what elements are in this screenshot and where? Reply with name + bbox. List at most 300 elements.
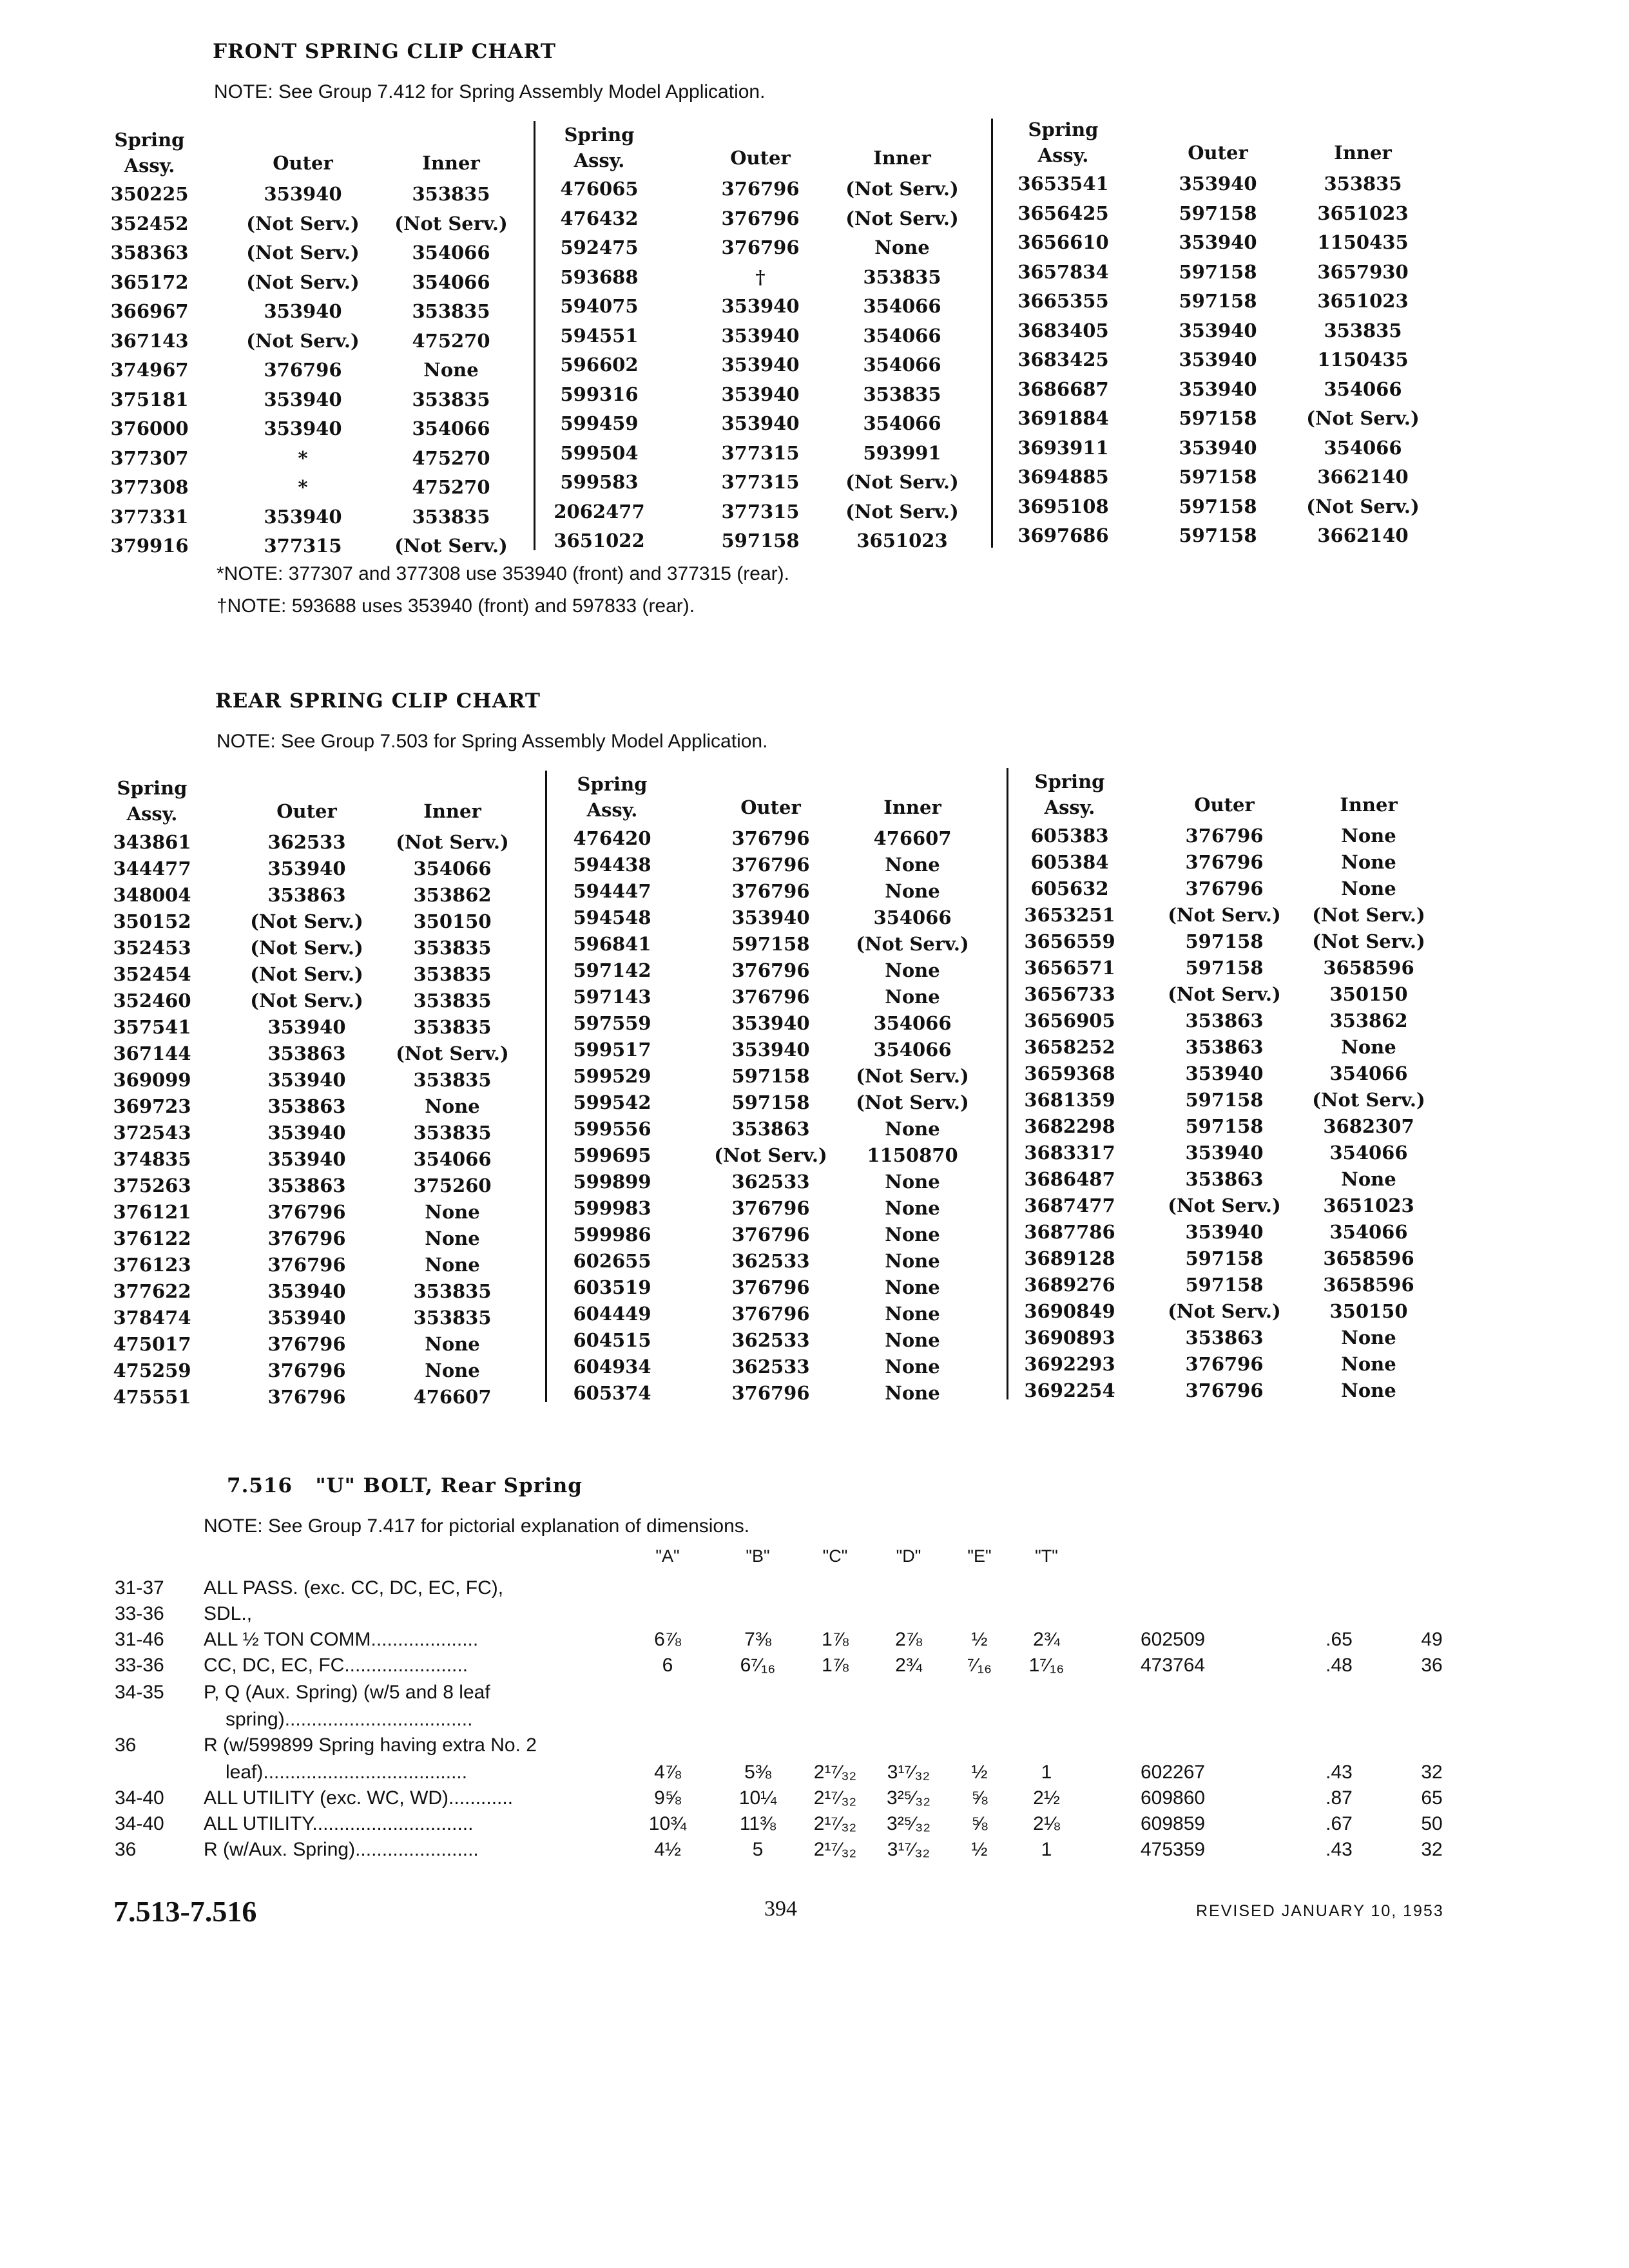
- spring-assy-number: 365172: [110, 271, 189, 293]
- inner-clip-number: None: [425, 1333, 480, 1355]
- spring-assy-number: 476065: [560, 178, 639, 200]
- dimension-value: ⅝: [971, 1787, 988, 1809]
- inner-clip-number: None: [1341, 1327, 1396, 1349]
- assy-header: Assy.: [586, 799, 638, 821]
- spring-header: Spring: [1034, 771, 1105, 793]
- spring-assy-number: 594438: [573, 854, 651, 876]
- spring-assy-number: 594447: [573, 880, 651, 902]
- inner-header: Inner: [423, 800, 481, 822]
- spring-assy-number: 475017: [113, 1333, 191, 1355]
- spring-assy-number: 379916: [110, 535, 189, 557]
- inner-clip-number: (Not Serv.): [1306, 495, 1420, 517]
- outer-clip-number: 597158: [1179, 202, 1257, 224]
- outer-clip-number: 376796: [731, 1276, 810, 1298]
- model-description: spring)...................................: [226, 1709, 473, 1730]
- spring-assy-number: 369099: [113, 1069, 191, 1091]
- outer-clip-number: 353940: [264, 183, 342, 205]
- inner-clip-number: None: [885, 854, 940, 876]
- footer-section-range: 7.513-7.516: [113, 1895, 257, 1928]
- dimension-header: "B": [746, 1546, 770, 1566]
- model-description: ALL UTILITY (exc. WC, WD)............: [204, 1787, 514, 1809]
- inner-clip-number: None: [423, 359, 479, 381]
- inner-clip-number: 3662140: [1317, 466, 1409, 488]
- inner-clip-number: None: [885, 1329, 940, 1351]
- outer-header: Outer: [273, 152, 333, 174]
- spring-assy-number: 3690893: [1024, 1327, 1115, 1349]
- inner-clip-number: None: [1341, 1168, 1396, 1190]
- outer-header: Outer: [1188, 142, 1248, 164]
- spring-assy-number: 375181: [110, 388, 189, 410]
- weight-value: 32: [1421, 1762, 1443, 1783]
- inner-clip-number: (Not Serv.): [845, 207, 959, 229]
- outer-clip-number: 376796: [731, 1303, 810, 1325]
- dimension-header: "D": [896, 1546, 921, 1566]
- outer-clip-number: 377315: [264, 535, 342, 557]
- outer-clip-number: 353863: [731, 1118, 810, 1140]
- spring-assy-number: 376121: [113, 1201, 191, 1223]
- outer-clip-number: 597158: [1179, 290, 1257, 312]
- outer-clip-number: (Not Serv.): [250, 910, 363, 932]
- inner-clip-number: (Not Serv.): [1306, 407, 1420, 429]
- inner-clip-number: None: [885, 1356, 940, 1378]
- inner-clip-number: 3658596: [1323, 957, 1414, 979]
- inner-clip-number: 3658596: [1323, 1274, 1414, 1296]
- spring-assy-number: 3691884: [1017, 407, 1109, 429]
- spring-assy-number: 599983: [573, 1197, 651, 1219]
- weight-value: 49: [1421, 1629, 1443, 1650]
- front-footnote-asterisk: *NOTE: 377307 and 377308 use 353940 (front) and 377315 (rear).: [217, 563, 789, 584]
- price-value: .87: [1325, 1787, 1353, 1809]
- inner-clip-number: (Not Serv.): [856, 1091, 969, 1113]
- spring-assy-number: 599542: [573, 1091, 651, 1113]
- spring-assy-number: 350152: [113, 910, 191, 932]
- part-number: 609860: [1141, 1787, 1206, 1809]
- outer-header: Outer: [1194, 794, 1255, 816]
- spring-assy-number: 475551: [113, 1386, 191, 1408]
- spring-header: Spring: [577, 773, 648, 795]
- spring-assy-number: 377308: [110, 476, 189, 498]
- outer-clip-number: 597158: [731, 1065, 810, 1087]
- inner-clip-number: (Not Serv.): [845, 178, 959, 200]
- inner-clip-number: None: [885, 1250, 940, 1272]
- spring-assy-number: 597142: [573, 959, 651, 981]
- inner-clip-number: 354066: [412, 271, 490, 293]
- inner-clip-number: 353835: [863, 265, 941, 288]
- outer-clip-number: 353940: [1179, 349, 1257, 370]
- inner-clip-number: (Not Serv.): [845, 471, 959, 493]
- inner-clip-number: None: [885, 1118, 940, 1140]
- model-years: 33-36: [115, 1603, 164, 1624]
- inner-clip-number: None: [885, 880, 940, 902]
- inner-clip-number: None: [425, 1095, 480, 1117]
- dimension-value: 2¹⁷⁄₃₂: [813, 1787, 857, 1809]
- outer-clip-number: 353940: [267, 858, 346, 879]
- model-years: 34-40: [115, 1787, 164, 1809]
- inner-clip-number: 475270: [412, 329, 490, 352]
- spring-assy-number: 369723: [113, 1095, 191, 1117]
- spring-assy-number: 594548: [573, 907, 651, 928]
- spring-assy-number: 3656610: [1017, 231, 1109, 253]
- front-chart-note: NOTE: See Group 7.412 for Spring Assembly Model Application.: [214, 81, 766, 102]
- inner-clip-number: 354066: [412, 418, 490, 439]
- spring-assy-number: 597143: [573, 986, 651, 1008]
- inner-clip-number: None: [1341, 1036, 1396, 1058]
- inner-clip-number: None: [1341, 851, 1396, 873]
- inner-clip-number: None: [885, 1303, 940, 1325]
- inner-clip-number: 353835: [413, 937, 492, 959]
- spring-assy-number: 3651022: [554, 530, 645, 552]
- dimension-value: 11⅜: [739, 1813, 776, 1834]
- spring-assy-number: 605384: [1030, 851, 1109, 873]
- inner-clip-number: 354066: [1329, 1062, 1408, 1084]
- spring-assy-number: 3656733: [1024, 983, 1115, 1005]
- outer-clip-number: 376796: [731, 986, 810, 1008]
- outer-clip-number: 376796: [267, 1386, 346, 1408]
- outer-clip-number: 597158: [731, 1091, 810, 1113]
- inner-clip-number: (Not Serv.): [394, 535, 508, 557]
- outer-clip-number: 353940: [267, 1148, 346, 1170]
- spring-assy-number: 3656905: [1024, 1010, 1115, 1032]
- inner-clip-number: 3651023: [1323, 1195, 1414, 1216]
- model-description: SDL.,: [204, 1603, 253, 1624]
- inner-clip-number: None: [885, 986, 940, 1008]
- spring-assy-number: 605632: [1030, 878, 1109, 899]
- spring-assy-number: 599899: [573, 1171, 651, 1193]
- outer-clip-number: 353940: [731, 1012, 810, 1034]
- outer-clip-number: 376796: [267, 1360, 346, 1381]
- dimension-value: 4⅞: [654, 1762, 681, 1783]
- spring-assy-number: 3686687: [1017, 378, 1109, 400]
- inner-clip-number: None: [1341, 878, 1396, 899]
- inner-clip-number: 353862: [1329, 1010, 1408, 1032]
- dimension-value: 6: [662, 1655, 673, 1676]
- spring-assy-number: 3656559: [1024, 930, 1115, 952]
- inner-clip-number: 476607: [413, 1386, 492, 1408]
- spring-assy-number: 367144: [113, 1043, 191, 1064]
- spring-assy-number: 476432: [560, 207, 639, 229]
- dimension-value: 9⅝: [654, 1787, 681, 1809]
- spring-assy-number: 597559: [573, 1012, 651, 1034]
- rear-chart-note: NOTE: See Group 7.503 for Spring Assembly Model Application.: [217, 731, 768, 752]
- inner-clip-number: 353835: [413, 990, 492, 1012]
- outer-clip-number: (Not Serv.): [246, 242, 360, 264]
- inner-clip-number: 354066: [412, 242, 490, 264]
- inner-clip-number: 475270: [412, 476, 490, 498]
- spring-assy-number: 603519: [573, 1276, 651, 1298]
- outer-clip-number: 597158: [1179, 260, 1257, 283]
- spring-header: Spring: [1028, 119, 1099, 140]
- outer-clip-number: (Not Serv.): [246, 212, 360, 235]
- outer-clip-number: (Not Serv.): [250, 937, 363, 959]
- outer-clip-number: 353940: [267, 1280, 346, 1302]
- dimension-header: "E": [967, 1546, 992, 1566]
- spring-assy-number: 358363: [110, 242, 189, 264]
- inner-clip-number: None: [425, 1227, 480, 1249]
- spring-assy-number: 599316: [560, 383, 639, 405]
- outer-clip-number: (Not Serv.): [1168, 1300, 1281, 1322]
- spring-assy-number: 377331: [110, 505, 189, 528]
- inner-clip-number: None: [1341, 1353, 1396, 1375]
- dimension-value: 1⁷⁄₁₆: [1028, 1655, 1065, 1676]
- spring-assy-number: 3683425: [1017, 349, 1109, 370]
- spring-assy-number: 3697686: [1017, 524, 1109, 546]
- spring-assy-number: 3695108: [1017, 495, 1109, 517]
- inner-clip-number: (Not Serv.): [856, 1065, 969, 1087]
- dimension-header: "A": [655, 1546, 680, 1566]
- spring-assy-number: 357541: [113, 1016, 191, 1038]
- dimension-value: 2½: [1033, 1787, 1060, 1809]
- outer-clip-number: 353940: [1179, 436, 1257, 459]
- inner-clip-number: 353835: [413, 1016, 492, 1038]
- spring-assy-number: 372543: [113, 1122, 191, 1144]
- outer-header: Outer: [276, 800, 337, 822]
- outer-clip-number: (Not Serv.): [1168, 1195, 1281, 1216]
- outer-clip-number: 376796: [731, 1197, 810, 1219]
- spring-assy-number: 348004: [113, 884, 191, 906]
- inner-clip-number: None: [425, 1254, 480, 1276]
- inner-clip-number: 354066: [873, 1039, 952, 1061]
- inner-clip-number: 353835: [413, 1122, 492, 1144]
- spring-assy-number: 599517: [573, 1039, 651, 1061]
- spring-assy-number: 352454: [113, 963, 191, 985]
- inner-clip-number: 354066: [873, 907, 952, 928]
- outer-clip-number: 597158: [721, 530, 800, 552]
- outer-clip-number: 597158: [1185, 930, 1264, 952]
- spring-assy-number: 593688: [560, 265, 639, 288]
- spring-assy-number: 3689128: [1024, 1247, 1115, 1269]
- outer-clip-number: 353940: [731, 1039, 810, 1061]
- dimension-value: 1: [1041, 1762, 1052, 1783]
- spring-assy-number: 605383: [1030, 825, 1109, 847]
- outer-clip-number: 376796: [267, 1254, 346, 1276]
- outer-clip-number: 353863: [267, 1043, 346, 1064]
- outer-clip-number: 353940: [267, 1307, 346, 1329]
- outer-clip-number: (Not Serv.): [246, 329, 360, 352]
- spring-assy-number: 599986: [573, 1224, 651, 1245]
- dimension-value: ⁷⁄₁₆: [967, 1655, 992, 1676]
- spring-assy-number: 3656571: [1024, 957, 1115, 979]
- model-description: R (w/Aux. Spring).......................: [204, 1839, 479, 1860]
- spring-assy-number: 3692254: [1024, 1379, 1115, 1401]
- front-footnote-dagger: †NOTE: 593688 uses 353940 (front) and 597833 (rear).: [217, 595, 695, 617]
- inner-clip-number: 354066: [413, 1148, 492, 1170]
- spring-assy-number: 599529: [573, 1065, 651, 1087]
- inner-clip-number: 350150: [1329, 983, 1408, 1005]
- outer-clip-number: 353940: [267, 1069, 346, 1091]
- inner-clip-number: 353835: [413, 1069, 492, 1091]
- spring-assy-number: 375263: [113, 1175, 191, 1196]
- inner-clip-number: 353862: [413, 884, 492, 906]
- outer-clip-number: 376796: [721, 178, 800, 200]
- inner-clip-number: 1150435: [1317, 349, 1409, 370]
- spring-assy-number: 3683317: [1024, 1142, 1115, 1164]
- outer-clip-number: 362533: [731, 1250, 810, 1272]
- spring-assy-number: 599583: [560, 471, 639, 493]
- model-description: leaf)......................................: [226, 1762, 468, 1783]
- spring-assy-number: 378474: [113, 1307, 191, 1329]
- spring-assy-number: 604515: [573, 1329, 651, 1351]
- inner-header: Inner: [883, 796, 941, 818]
- dimension-value: 2⅛: [1033, 1813, 1060, 1834]
- dimension-value: 2¹⁷⁄₃₂: [813, 1762, 857, 1783]
- outer-clip-number: 376796: [267, 1333, 346, 1355]
- inner-clip-number: 354066: [863, 295, 941, 317]
- dimension-value: 2¾: [895, 1655, 922, 1676]
- spring-assy-number: 344477: [113, 858, 191, 879]
- outer-clip-number: 353863: [267, 884, 346, 906]
- inner-clip-number: 354066: [1324, 436, 1402, 459]
- inner-clip-number: 353835: [413, 1280, 492, 1302]
- dimension-value: 3¹⁷⁄₃₂: [887, 1839, 930, 1860]
- outer-clip-number: 362533: [267, 831, 346, 853]
- inner-clip-number: (Not Serv.): [394, 212, 508, 235]
- inner-header: Inner: [1334, 142, 1392, 164]
- inner-clip-number: 3651023: [856, 530, 948, 552]
- inner-clip-number: 350150: [1329, 1300, 1408, 1322]
- front-chart-title: FRONT SPRING CLIP CHART: [213, 40, 556, 63]
- outer-clip-number: 377315: [721, 500, 800, 523]
- part-number: 602509: [1141, 1629, 1206, 1650]
- inner-clip-number: 353835: [412, 505, 490, 528]
- inner-clip-number: 3657930: [1317, 260, 1409, 283]
- inner-clip-number: 353835: [412, 300, 490, 322]
- outer-clip-number: 353940: [721, 412, 800, 434]
- outer-clip-number: 597158: [1185, 1089, 1264, 1111]
- price-value: .43: [1325, 1839, 1353, 1860]
- footer-revised-date: REVISED JANUARY 10, 1953: [1196, 1902, 1444, 1920]
- inner-clip-number: 353835: [413, 963, 492, 985]
- inner-clip-number: 353835: [863, 383, 941, 405]
- inner-clip-number: 350150: [413, 910, 492, 932]
- spring-assy-number: 596841: [573, 933, 651, 955]
- outer-clip-number: 376796: [721, 236, 800, 258]
- dimension-value: 1⅞: [822, 1629, 849, 1650]
- inner-clip-number: 354066: [863, 324, 941, 347]
- outer-clip-number: 353940: [721, 354, 800, 376]
- model-years: 36: [115, 1839, 137, 1860]
- spring-assy-number: 605374: [573, 1382, 651, 1404]
- weight-value: 50: [1421, 1813, 1443, 1834]
- spring-assy-number: 599556: [573, 1118, 651, 1140]
- inner-clip-number: (Not Serv.): [396, 1043, 509, 1064]
- inner-clip-number: None: [885, 1276, 940, 1298]
- ubolt-section-title: "U" BOLT, Rear Spring: [315, 1474, 583, 1497]
- outer-clip-number: 597158: [1185, 957, 1264, 979]
- dimension-value: 2¹⁷⁄₃₂: [813, 1813, 857, 1834]
- outer-clip-number: 597158: [1179, 407, 1257, 429]
- inner-clip-number: None: [885, 1171, 940, 1193]
- outer-clip-number: 353940: [264, 418, 342, 439]
- assy-header: Assy.: [574, 149, 625, 171]
- spring-assy-number: 374835: [113, 1148, 191, 1170]
- inner-clip-number: 475270: [412, 447, 490, 469]
- part-number: 473764: [1141, 1655, 1206, 1676]
- outer-clip-number: 353863: [1185, 1010, 1264, 1032]
- outer-clip-number: (Not Serv.): [250, 963, 363, 985]
- inner-clip-number: 354066: [1324, 378, 1402, 400]
- spring-assy-number: 3659368: [1024, 1062, 1115, 1084]
- outer-clip-number: 377315: [721, 441, 800, 464]
- outer-clip-number: 376796: [1185, 1379, 1264, 1401]
- inner-clip-number: (Not Serv.): [396, 831, 509, 853]
- model-years: 31-46: [115, 1629, 164, 1650]
- dimension-value: 3²⁵⁄₃₂: [887, 1787, 930, 1809]
- outer-clip-number: (Not Serv.): [1168, 904, 1281, 926]
- outer-clip-number: *: [298, 476, 308, 498]
- outer-clip-number: 376796: [264, 359, 342, 381]
- outer-clip-number: 376796: [731, 1382, 810, 1404]
- inner-header: Inner: [1340, 794, 1398, 816]
- outer-clip-number: 353940: [721, 295, 800, 317]
- part-number: 602267: [1141, 1762, 1206, 1783]
- spring-assy-number: 3692293: [1024, 1353, 1115, 1375]
- dimension-value: 3²⁵⁄₃₂: [887, 1813, 930, 1834]
- spring-assy-number: 3658252: [1024, 1036, 1115, 1058]
- spring-assy-number: 343861: [113, 831, 191, 853]
- inner-clip-number: None: [425, 1360, 480, 1381]
- inner-clip-number: 353835: [412, 183, 490, 205]
- dimension-value: 4½: [654, 1839, 681, 1860]
- spring-assy-number: 3694885: [1017, 466, 1109, 488]
- spring-assy-number: 3689276: [1024, 1274, 1115, 1296]
- price-value: .48: [1325, 1655, 1353, 1676]
- outer-clip-number: 353940: [1179, 173, 1257, 195]
- outer-clip-number: 376796: [721, 207, 800, 229]
- inner-clip-number: (Not Serv.): [845, 500, 959, 523]
- inner-clip-number: 353835: [412, 388, 490, 410]
- spring-assy-number: 3681359: [1024, 1089, 1115, 1111]
- spring-assy-number: 3653541: [1017, 173, 1109, 195]
- inner-clip-number: (Not Serv.): [1312, 930, 1425, 952]
- part-number: 609859: [1141, 1813, 1206, 1834]
- outer-clip-number: 377315: [721, 471, 800, 493]
- inner-clip-number: 593991: [863, 441, 941, 464]
- dimension-value: ½: [971, 1762, 988, 1783]
- spring-assy-number: 594551: [560, 324, 639, 347]
- spring-assy-number: 475259: [113, 1360, 191, 1381]
- spring-assy-number: 3687477: [1024, 1195, 1115, 1216]
- outer-clip-number: 376796: [731, 854, 810, 876]
- model-description: ALL PASS. (exc. CC, DC, EC, FC),: [204, 1577, 504, 1599]
- inner-clip-number: None: [425, 1201, 480, 1223]
- spring-assy-number: 3686487: [1024, 1168, 1115, 1190]
- outer-clip-number: 376796: [267, 1227, 346, 1249]
- inner-clip-number: None: [885, 1197, 940, 1219]
- dimension-value: 6⅞: [654, 1629, 681, 1650]
- model-description: P, Q (Aux. Spring) (w/5 and 8 leaf: [204, 1682, 490, 1703]
- spring-assy-number: 377307: [110, 447, 189, 469]
- assy-header: Assy.: [124, 155, 175, 177]
- inner-clip-number: None: [874, 236, 930, 258]
- inner-clip-number: 354066: [873, 1012, 952, 1034]
- outer-clip-number: (Not Serv.): [250, 990, 363, 1012]
- outer-clip-number: *: [298, 447, 308, 469]
- price-value: .43: [1325, 1762, 1353, 1783]
- outer-clip-number: 353940: [264, 388, 342, 410]
- outer-clip-number: 597158: [1179, 495, 1257, 517]
- outer-clip-number: 376796: [731, 959, 810, 981]
- inner-clip-number: 375260: [413, 1175, 492, 1196]
- outer-clip-number: 353940: [721, 383, 800, 405]
- dimension-value: 5⅜: [744, 1762, 771, 1783]
- outer-clip-number: 353940: [264, 300, 342, 322]
- spring-assy-number: 3690849: [1024, 1300, 1115, 1322]
- model-description: CC, DC, EC, FC.......................: [204, 1655, 468, 1676]
- spring-assy-number: 3665355: [1017, 290, 1109, 312]
- inner-clip-number: (Not Serv.): [1312, 1089, 1425, 1111]
- weight-value: 32: [1421, 1839, 1443, 1860]
- inner-clip-number: 354066: [863, 354, 941, 376]
